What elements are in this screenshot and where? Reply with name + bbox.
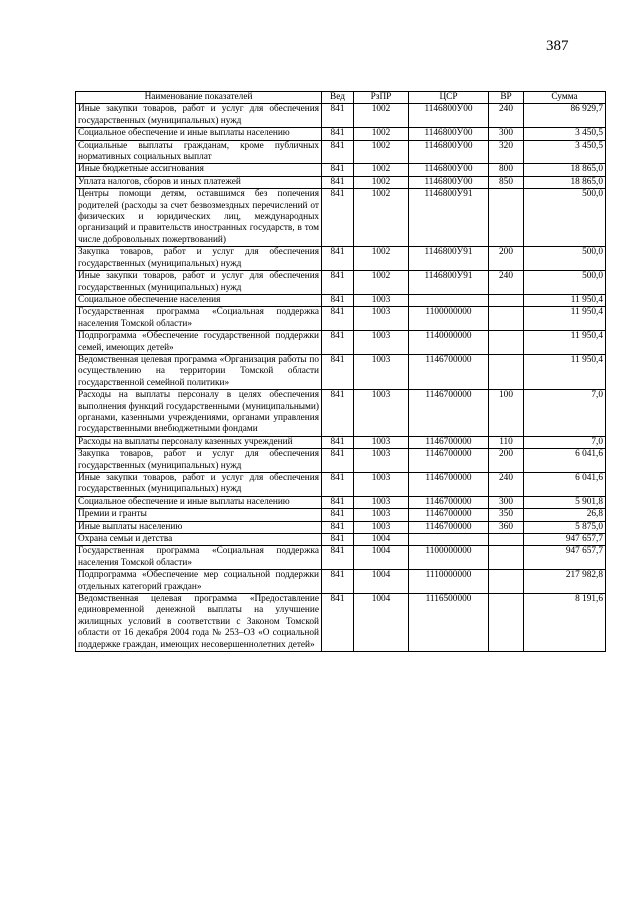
cell-sum: 11 950,4 bbox=[524, 307, 606, 331]
cell-csr: 1146700000 bbox=[409, 496, 489, 508]
cell-vr: 200 bbox=[489, 247, 524, 271]
cell-ved: 841 bbox=[322, 449, 354, 473]
cell-csr: 1146700000 bbox=[409, 449, 489, 473]
cell-ved: 841 bbox=[322, 570, 354, 594]
cell-name: Закупка товаров, работ и услуг для обеспечения государственных (муниципальных) нужд bbox=[76, 247, 322, 271]
header-vr: ВР bbox=[489, 92, 524, 104]
budget-table bbox=[75, 91, 606, 652]
header-name: Наименование показателей bbox=[76, 92, 322, 104]
table-row bbox=[76, 570, 606, 594]
cell-csr: 1146800У91 bbox=[409, 247, 489, 271]
cell-rzpr: 1002 bbox=[354, 271, 409, 295]
cell-name: Премии и гранты bbox=[76, 509, 322, 521]
cell-ved: 841 bbox=[322, 473, 354, 497]
cell-name: Расходы на выплаты персоналу казенных учреждений bbox=[76, 436, 322, 448]
cell-ved: 841 bbox=[322, 331, 354, 355]
table-row bbox=[76, 390, 606, 437]
cell-csr: 1146700000 bbox=[409, 473, 489, 497]
cell-sum: 500,0 bbox=[524, 247, 606, 271]
header-csr: ЦСР bbox=[409, 92, 489, 104]
cell-name: Иные выплаты населению bbox=[76, 521, 322, 533]
cell-csr: 1146800У91 bbox=[409, 271, 489, 295]
table-row bbox=[76, 164, 606, 176]
table-row bbox=[76, 140, 606, 164]
table-row bbox=[76, 271, 606, 295]
cell-csr bbox=[409, 294, 489, 306]
cell-vr: 110 bbox=[489, 436, 524, 448]
cell-name: Расходы на выплаты персоналу в целях обеспечения выполнения функций государственными (муниципальными) органами, казенными учреждениями, органами управления государственными внебюджетными фондами bbox=[76, 390, 322, 437]
cell-vr bbox=[489, 307, 524, 331]
cell-name: Иные закупки товаров, работ и услуг для обеспечения государственных (муниципальных) нужд bbox=[76, 473, 322, 497]
cell-name: Иные закупки товаров, работ и услуг для обеспечения государственных (муниципальных) нужд bbox=[76, 104, 322, 128]
cell-ved: 841 bbox=[322, 104, 354, 128]
cell-rzpr: 1003 bbox=[354, 294, 409, 306]
cell-name: Иные закупки товаров, работ и услуг для обеспечения государственных (муниципальных) нужд bbox=[76, 271, 322, 295]
cell-csr: 1146800У00 bbox=[409, 164, 489, 176]
cell-csr: 1100000000 bbox=[409, 546, 489, 570]
cell-ved: 841 bbox=[322, 189, 354, 247]
table-row bbox=[76, 534, 606, 546]
cell-csr: 1146800У00 bbox=[409, 176, 489, 188]
cell-rzpr: 1002 bbox=[354, 189, 409, 247]
cell-sum: 7,0 bbox=[524, 436, 606, 448]
header-sum: Сумма bbox=[524, 92, 606, 104]
cell-vr: 360 bbox=[489, 521, 524, 533]
cell-vr bbox=[489, 189, 524, 247]
table-row bbox=[76, 176, 606, 188]
cell-csr: 1100000000 bbox=[409, 307, 489, 331]
cell-name: Социальное обеспечение и иные выплаты населению bbox=[76, 496, 322, 508]
cell-rzpr: 1004 bbox=[354, 546, 409, 570]
cell-ved: 841 bbox=[322, 546, 354, 570]
cell-csr: 1116500000 bbox=[409, 594, 489, 652]
cell-csr: 1146700000 bbox=[409, 509, 489, 521]
table-row bbox=[76, 546, 606, 570]
cell-csr: 1146800У00 bbox=[409, 104, 489, 128]
table-row bbox=[76, 189, 606, 247]
cell-csr: 1146700000 bbox=[409, 521, 489, 533]
cell-rzpr: 1003 bbox=[354, 521, 409, 533]
cell-ved: 841 bbox=[322, 294, 354, 306]
cell-sum: 6 041,6 bbox=[524, 449, 606, 473]
cell-vr bbox=[489, 534, 524, 546]
cell-ved: 841 bbox=[322, 436, 354, 448]
cell-rzpr: 1003 bbox=[354, 496, 409, 508]
page-number: 387 bbox=[546, 38, 569, 54]
table-row bbox=[76, 294, 606, 306]
cell-ved: 841 bbox=[322, 307, 354, 331]
cell-sum: 217 982,8 bbox=[524, 570, 606, 594]
table-row bbox=[76, 436, 606, 448]
cell-ved: 841 bbox=[322, 390, 354, 437]
cell-vr: 100 bbox=[489, 390, 524, 437]
table-row bbox=[76, 247, 606, 271]
cell-rzpr: 1004 bbox=[354, 594, 409, 652]
cell-sum: 947 657,7 bbox=[524, 534, 606, 546]
cell-sum: 11 950,4 bbox=[524, 354, 606, 389]
cell-name: Закупка товаров, работ и услуг для обеспечения государственных (муниципальных) нужд bbox=[76, 449, 322, 473]
cell-sum: 500,0 bbox=[524, 271, 606, 295]
cell-ved: 841 bbox=[322, 521, 354, 533]
cell-sum: 5 901,8 bbox=[524, 496, 606, 508]
cell-vr bbox=[489, 570, 524, 594]
cell-sum: 11 950,4 bbox=[524, 294, 606, 306]
cell-sum: 947 657,7 bbox=[524, 546, 606, 570]
cell-sum: 7,0 bbox=[524, 390, 606, 437]
cell-name: Центры помощи детям, оставшимся без попечения родителей (расходы за счет безвозмездных перечислений от физических и юридических лиц, международных организаций и правительств иностранных государств, в том числе добровольных пожертвований) bbox=[76, 189, 322, 247]
table-row bbox=[76, 496, 606, 508]
cell-name: Ведомственная целевая программа «Предоставление единовременной денежной выплаты на улучшение жилищных условий в соответствии с Законом Томской области от 16 декабря 2004 года № 253–ОЗ «О социальной поддержке граждан, имеющих несовершеннолетних детей» bbox=[76, 594, 322, 652]
table-row bbox=[76, 509, 606, 521]
cell-rzpr: 1002 bbox=[354, 247, 409, 271]
cell-sum: 5 875,0 bbox=[524, 521, 606, 533]
cell-sum: 8 191,6 bbox=[524, 594, 606, 652]
table-row bbox=[76, 354, 606, 389]
cell-rzpr: 1003 bbox=[354, 436, 409, 448]
cell-vr: 300 bbox=[489, 496, 524, 508]
cell-vr: 240 bbox=[489, 271, 524, 295]
cell-rzpr: 1003 bbox=[354, 390, 409, 437]
cell-csr: 1146800У00 bbox=[409, 128, 489, 140]
cell-name: Иные бюджетные ассигнования bbox=[76, 164, 322, 176]
cell-sum: 26,8 bbox=[524, 509, 606, 521]
cell-vr: 800 bbox=[489, 164, 524, 176]
cell-csr: 1140000000 bbox=[409, 331, 489, 355]
cell-csr: 1146700000 bbox=[409, 436, 489, 448]
cell-name: Государственная программа «Социальная поддержка населения Томской области» bbox=[76, 546, 322, 570]
cell-rzpr: 1002 bbox=[354, 164, 409, 176]
cell-name: Социальное обеспечение и иные выплаты населению bbox=[76, 128, 322, 140]
table-row bbox=[76, 473, 606, 497]
header-rzpr: РзПР bbox=[354, 92, 409, 104]
cell-csr: 1146800У91 bbox=[409, 189, 489, 247]
cell-ved: 841 bbox=[322, 140, 354, 164]
cell-sum: 3 450,5 bbox=[524, 140, 606, 164]
cell-rzpr: 1003 bbox=[354, 307, 409, 331]
cell-sum: 6 041,6 bbox=[524, 473, 606, 497]
cell-vr bbox=[489, 546, 524, 570]
cell-vr bbox=[489, 331, 524, 355]
cell-name: Уплата налогов, сборов и иных платежей bbox=[76, 176, 322, 188]
table-row bbox=[76, 331, 606, 355]
table-row bbox=[76, 128, 606, 140]
cell-vr: 300 bbox=[489, 128, 524, 140]
cell-sum: 3 450,5 bbox=[524, 128, 606, 140]
cell-sum: 500,0 bbox=[524, 189, 606, 247]
cell-rzpr: 1002 bbox=[354, 176, 409, 188]
cell-ved: 841 bbox=[322, 164, 354, 176]
cell-csr: 1146700000 bbox=[409, 390, 489, 437]
cell-csr: 1146700000 bbox=[409, 354, 489, 389]
cell-name: Социальное обеспечение населения bbox=[76, 294, 322, 306]
cell-sum: 11 950,4 bbox=[524, 331, 606, 355]
cell-ved: 841 bbox=[322, 594, 354, 652]
cell-vr: 240 bbox=[489, 473, 524, 497]
table-row bbox=[76, 449, 606, 473]
cell-vr bbox=[489, 354, 524, 389]
cell-sum: 18 865,0 bbox=[524, 164, 606, 176]
cell-rzpr: 1002 bbox=[354, 128, 409, 140]
cell-ved: 841 bbox=[322, 176, 354, 188]
header-ved: Вед bbox=[322, 92, 354, 104]
cell-ved: 841 bbox=[322, 247, 354, 271]
cell-name: Ведомственная целевая программа «Организация работы по осуществлению на территории Томской области государственной семейной политики» bbox=[76, 354, 322, 389]
cell-name: Подпрограмма «Обеспечение мер социальной поддержки отдельных категорий граждан» bbox=[76, 570, 322, 594]
cell-ved: 841 bbox=[322, 534, 354, 546]
cell-vr bbox=[489, 294, 524, 306]
cell-ved: 841 bbox=[322, 509, 354, 521]
cell-vr: 350 bbox=[489, 509, 524, 521]
table-row bbox=[76, 104, 606, 128]
cell-csr: 1146800У00 bbox=[409, 140, 489, 164]
cell-rzpr: 1003 bbox=[354, 354, 409, 389]
cell-rzpr: 1003 bbox=[354, 509, 409, 521]
cell-rzpr: 1003 bbox=[354, 449, 409, 473]
cell-rzpr: 1002 bbox=[354, 140, 409, 164]
cell-sum: 18 865,0 bbox=[524, 176, 606, 188]
table-header-row bbox=[76, 92, 606, 104]
cell-rzpr: 1003 bbox=[354, 331, 409, 355]
cell-vr bbox=[489, 594, 524, 652]
cell-ved: 841 bbox=[322, 496, 354, 508]
cell-vr: 200 bbox=[489, 449, 524, 473]
cell-name: Охрана семьи и детства bbox=[76, 534, 322, 546]
cell-ved: 841 bbox=[322, 128, 354, 140]
table-row bbox=[76, 307, 606, 331]
cell-name: Социальные выплаты гражданам, кроме публичных нормативных социальных выплат bbox=[76, 140, 322, 164]
cell-name: Государственная программа «Социальная поддержка населения Томской области» bbox=[76, 307, 322, 331]
cell-sum: 86 929,7 bbox=[524, 104, 606, 128]
cell-ved: 841 bbox=[322, 271, 354, 295]
cell-rzpr: 1003 bbox=[354, 473, 409, 497]
cell-vr: 320 bbox=[489, 140, 524, 164]
table-row bbox=[76, 594, 606, 652]
cell-csr: 1110000000 bbox=[409, 570, 489, 594]
cell-csr bbox=[409, 534, 489, 546]
cell-name: Подпрограмма «Обеспечение государственной поддержки семей, имеющих детей» bbox=[76, 331, 322, 355]
cell-vr: 240 bbox=[489, 104, 524, 128]
cell-rzpr: 1004 bbox=[354, 570, 409, 594]
cell-rzpr: 1002 bbox=[354, 104, 409, 128]
cell-ved: 841 bbox=[322, 354, 354, 389]
cell-vr: 850 bbox=[489, 176, 524, 188]
cell-rzpr: 1004 bbox=[354, 534, 409, 546]
table-row bbox=[76, 521, 606, 533]
table-body bbox=[76, 104, 606, 652]
